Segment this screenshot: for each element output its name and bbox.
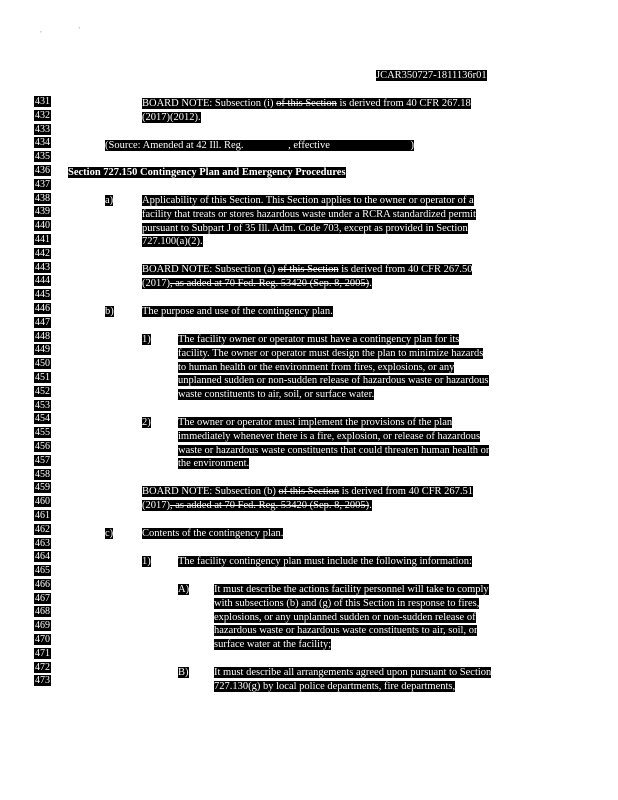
line-number: 463 — [35, 537, 50, 549]
line-number: 437 — [35, 178, 50, 190]
line-number: 466 — [35, 578, 50, 590]
subsection-a-label: a) — [105, 195, 114, 206]
line-number: 467 — [35, 592, 50, 604]
line-number: 453 — [35, 399, 50, 411]
scan-mark: ’ — [78, 26, 81, 34]
subsection-b-label: b) — [105, 306, 114, 317]
board-note-a: BOARD NOTE: Subsection (a) of this Section is derived from 40 CFR 267.50 (2017), as added at 70 Fed. Reg. 53420 (Sep. 8, 2005). — [142, 264, 473, 289]
line-number: 451 — [35, 371, 50, 383]
line-number: 448 — [35, 330, 50, 342]
subsection-c1b-body: It must describe all arrangements agreed upon pursuant to Section 727.130(g) by local police departments, fire departments, — [214, 667, 492, 692]
line-number: 443 — [35, 261, 50, 273]
subsection-b2-label: 2) — [142, 417, 151, 428]
line-number: 450 — [35, 358, 50, 370]
line-number: 439 — [35, 206, 50, 218]
subsection-c1-label: 1) — [142, 556, 151, 567]
board-note-i-line2: (2017)(2012). — [142, 111, 201, 123]
line-number: 445 — [35, 289, 50, 301]
subsection-b-heading: The purpose and use of the contingency plan. — [142, 306, 333, 317]
line-number: 454 — [35, 413, 50, 425]
subsection-b2-body: The owner or operator must implement the provisions of the plan immediately whenever there is a fire, explosion, or release of hazardous waste or hazardous waste constituents that could threaten human health or the environment. — [178, 417, 490, 470]
line-number: 452 — [35, 385, 50, 397]
source-text: (Source: Amended at 42 Ill. Reg. , effective ) — [105, 140, 415, 151]
subsection-b1-body: The facility owner or operator must have a contingency plan for its facility. The owner or operator must design the plan to minimize hazards to human health or the environment from fires, explosions, or any unplanned sudden or non-sudden release of hazardous waste or hazardous waste constituents to air, soil, or surface water. — [178, 334, 489, 401]
line-number: 461 — [35, 509, 50, 521]
line-number: 472 — [35, 661, 50, 673]
line-number: 462 — [35, 523, 50, 535]
line-number: 431 — [35, 96, 50, 107]
line-number: 441 — [35, 233, 50, 245]
subsection-c1b-label: B) — [178, 667, 189, 678]
line-number: 469 — [35, 620, 50, 632]
line-number: 447 — [35, 316, 50, 328]
board-note-i — [142, 97, 471, 125]
board-note-i-line1: BOARD NOTE: Subsection (i) of this Section is derived from 40 CFR 267.18 — [142, 98, 471, 109]
line-number: 434 — [35, 137, 50, 149]
line-number: 442 — [35, 247, 50, 259]
board-note-b: BOARD NOTE: Subsection (b) of this Section is derived from 40 CFR 267.51 (2017), as added at 70 Fed. Reg. 53420 (Sep. 8, 2005). — [142, 486, 474, 511]
line-number: 465 — [35, 565, 50, 577]
subsection-a-body: Applicability of this Section. This Section applies to the owner or operator of a facility that treats or stores hazardous waste under a RCRA standardized permit pursuant to Subpart J of 35 Ill. Adm. Code 703, except as provided in Section 727.100(a)(2). — [142, 195, 476, 248]
line-number: 470 — [35, 634, 50, 646]
line-number: 473 — [35, 675, 50, 687]
line-number: 456 — [35, 440, 50, 452]
line-number: 432 — [35, 109, 50, 121]
line-number-column — [34, 95, 54, 688]
line-number: 460 — [35, 496, 50, 508]
line-number: 444 — [35, 275, 50, 287]
line-number: 438 — [35, 192, 50, 204]
section-title-text: Section 727.150 Contingency Plan and Emergency Procedures — [68, 167, 346, 178]
line-number: 468 — [35, 606, 50, 618]
line-number: 459 — [35, 482, 50, 494]
document-id-header — [376, 70, 487, 82]
line-number: 455 — [35, 427, 50, 439]
line-number: 471 — [35, 647, 50, 659]
document-id-text: JCAR350727-1811136r01 — [376, 70, 487, 81]
line-number: 458 — [35, 468, 50, 480]
subsection-c1a-body: It must describe the actions facility personnel will take to comply with subsections (b) and (g) of this Section in response to fires, explosions, or any unplanned sudden or non-sudden release of hazardous waste or hazardous waste constituents to air, soil, or surface water at the facility; — [214, 584, 489, 651]
line-number: 433 — [35, 123, 50, 135]
scan-mark: , — [40, 26, 42, 34]
subsection-b1-label: 1) — [142, 334, 151, 345]
line-number: 446 — [35, 302, 50, 314]
subsection-c-heading: Contents of the contingency plan. — [142, 528, 284, 539]
source-note — [105, 139, 414, 153]
section-title — [68, 166, 346, 180]
subsection-c-label: c) — [105, 528, 114, 539]
line-number: 436 — [35, 164, 50, 176]
subsection-c1a-label: A) — [178, 584, 190, 595]
line-number: 449 — [35, 344, 50, 356]
line-number: 440 — [35, 220, 50, 232]
line-number: 435 — [35, 151, 50, 163]
subsection-c1-heading: The facility contingency plan must include the following information: — [178, 556, 472, 567]
line-number: 464 — [35, 551, 50, 563]
line-number: 457 — [35, 454, 50, 466]
